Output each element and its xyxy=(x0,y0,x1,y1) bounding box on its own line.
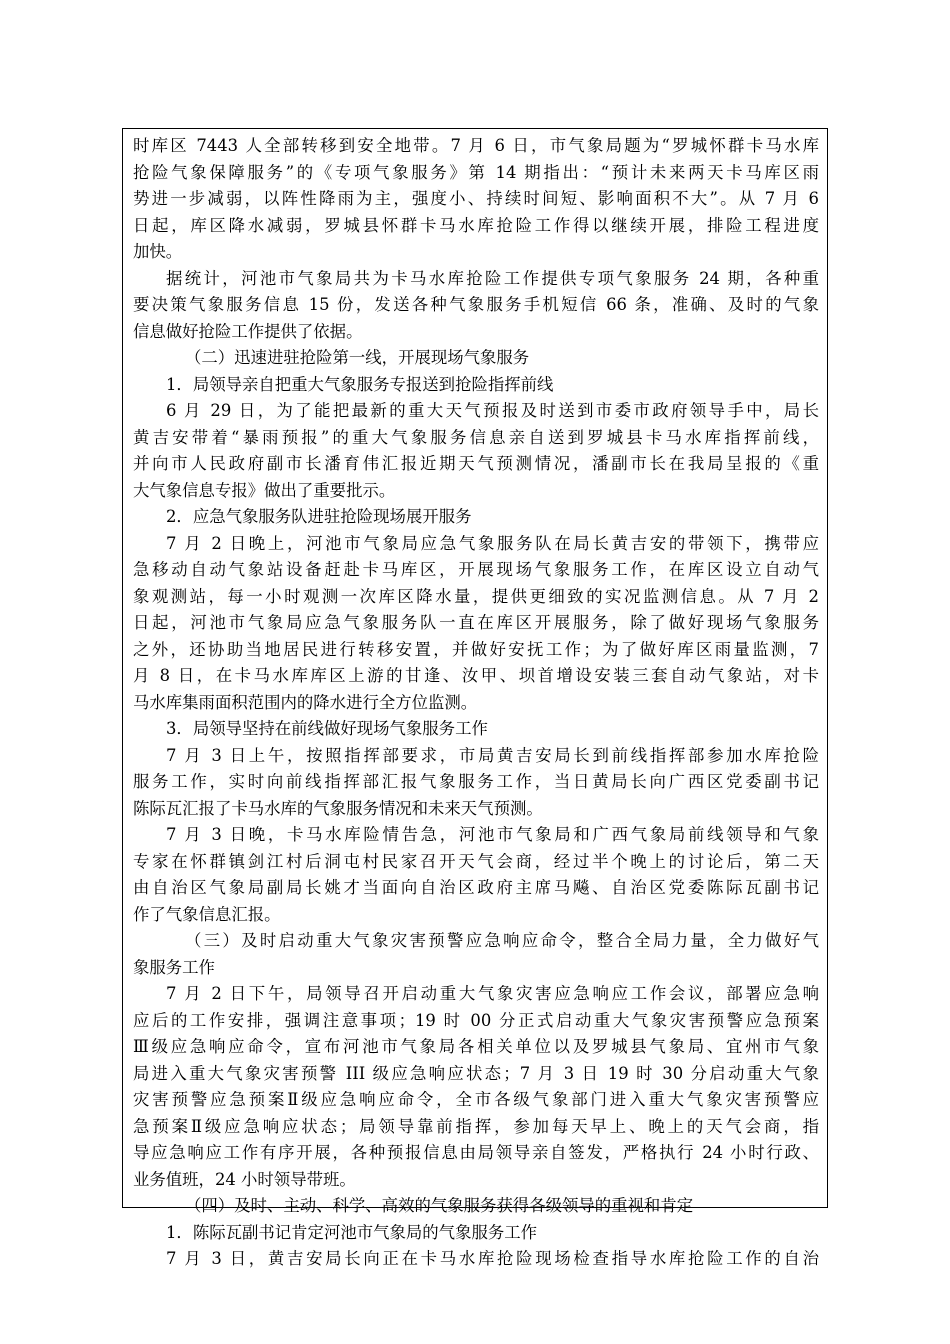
text-line: 陈际瓦汇报了卡马水库的气象服务情况和未来天气预测。 xyxy=(133,798,543,818)
text-line: 抢险气象保障服务”的《专项气象服务》第 14 期指出：“预计未来两天卡马库区雨 xyxy=(133,162,819,182)
text-line: 7 月 3 日，黄吉安局长向正在卡马水库抢险现场检查指导水库抢险工作的自治 xyxy=(166,1249,819,1268)
text-line: 急预案Ⅱ级应急响应状态；局领导靠前指挥，参加每天早上、晚上的天气会商，指 xyxy=(133,1116,819,1136)
text-line: 应后的工作安排，强调注意事项；19 时 00 分正式启动重大气象灾害预警应急预案 xyxy=(133,1010,819,1030)
text-line: （二）迅速进驻抢险第一线，开展现场气象服务 xyxy=(185,348,530,367)
text-line: 业务值班，24 小时领导带班。 xyxy=(133,1169,356,1189)
text-line: 据统计，河池市气象局共为卡马水库抢险工作提供专项气象服务 24 期，各种重 xyxy=(166,268,819,288)
text-line: 3．局领导坚持在前线做好现场气象服务工作 xyxy=(166,719,488,738)
text-line: 象服务工作 xyxy=(133,957,215,977)
text-line: 时库区 7443 人全部转移到安全地带。7 月 6 日，市气象局题为“罗城怀群卡马水库 xyxy=(133,136,819,155)
text-line: 灾害预警应急预案Ⅱ级应急响应命令，全市各级气象部门进入重大气象灾害预警应 xyxy=(133,1090,819,1109)
text-line: 黄吉安带着“暴雨预报”的重大气象服务信息亲自送到罗城县卡马水库指挥前线， xyxy=(133,427,819,447)
text-line: 大气象信息专报》做出了重要批示。 xyxy=(133,480,396,500)
text-line: 6 月 29 日，为了能把最新的重大天气预报及时送到市委市政府领导手中，局长 xyxy=(166,401,819,420)
text-line: Ⅲ级应急响应命令，宣布河池市气象局各相关单位以及罗城县气象局、宜州市气象 xyxy=(133,1037,819,1056)
text-line: 要决策气象服务信息 15 份，发送各种气象服务手机短信 66 条，准确、及时的气象 xyxy=(133,295,819,314)
text-line: 7 月 2 日晚上，河池市气象局应急气象服务队在局长黄吉安的带领下，携带应 xyxy=(166,533,819,553)
text-line: 由自治区气象局副局长姚才当面向自治区政府主席马飚、自治区党委陈际瓦副书记 xyxy=(133,878,819,897)
text-line: 加快。 xyxy=(133,242,183,261)
text-line: 并向市人民政府副市长潘育伟汇报近期天气预测情况，潘副市长在我局呈报的《重 xyxy=(133,454,819,473)
text-line: 作了气象信息汇报。 xyxy=(133,904,281,924)
text-line: （四）及时、主动、科学、高效的气象服务获得各级领导的重视和肯定 xyxy=(185,1196,694,1215)
text-line: 导应急响应工作有序开展，各种预报信息由局领导亲自签发，严格执行 24 小时行政、 xyxy=(133,1143,819,1162)
text-line: 势进一步减弱，以阵性降雨为主，强度小、持续时间短、影响面积不大”。从 7 月 6 xyxy=(133,189,819,208)
text-line: 7 月 3 日上午，按照指挥部要求，市局黄吉安局长到前线指挥部参加水库抢险 xyxy=(166,745,819,765)
text-line: 急移动自动气象站设备赶赴卡马库区，开展现场气象服务工作，在库区设立自动气 xyxy=(133,560,819,579)
text-line: 日起，库区降水减弱，罗城县怀群卡马水库抢险工作得以继续开展，排险工程进度 xyxy=(133,215,819,235)
document-text-frame xyxy=(122,128,828,1268)
text-line: 马水库集雨面积范围内的降水进行全方位监测。 xyxy=(133,692,478,712)
text-line: 局进入重大气象灾害预警 III 级应急响应状态；7 月 3 日 19 时 30 分启动重大气象 xyxy=(133,1063,819,1083)
text-line: 服务工作，实时向前线指挥部汇报气象服务工作，当日黄局长向广西区党委副书记 xyxy=(133,772,819,791)
text-line: 日起，河池市气象局应急气象服务队一直在库区开展服务，除了做好现场气象服务 xyxy=(133,613,819,632)
text-line: 7 月 2 日下午，局领导召开启动重大气象灾害应急响应工作会议，部署应急响 xyxy=(166,984,819,1003)
text-line: （三）及时启动重大气象灾害预警应急响应命令，整合全局力量，全力做好气 xyxy=(185,931,819,950)
text-line: 1．陈际瓦副书记肯定河池市气象局的气象服务工作 xyxy=(166,1222,538,1242)
text-line: 象观测站，每一小时观测一次库区降水量，提供更细致的实况监测信息。从 7 月 2 xyxy=(133,586,819,606)
text-line: 7 月 3 日晚，卡马水库险情告急，河池市气象局和广西气象局前线领导和气象 xyxy=(166,825,819,844)
text-line: 之外，还协助当地居民进行转移安置，并做好安抚工作；为了做好库区雨量监测，7 xyxy=(133,639,819,659)
text-line: 信息做好抢险工作提供了依据。 xyxy=(133,321,363,341)
text-line: 月 8 日，在卡马水库库区上游的甘逢、汝甲、坝首增设安装三套自动气象站，对卡 xyxy=(133,666,819,685)
text-line: 专家在怀群镇剑江村后洞屯村民家召开天气会商，经过半个晚上的讨论后，第二天 xyxy=(133,851,819,871)
text-line: 1．局领导亲自把重大气象服务专报送到抢险指挥前线 xyxy=(166,374,554,394)
text-line: 2．应急气象服务队进驻抢险现场展开服务 xyxy=(166,507,472,526)
